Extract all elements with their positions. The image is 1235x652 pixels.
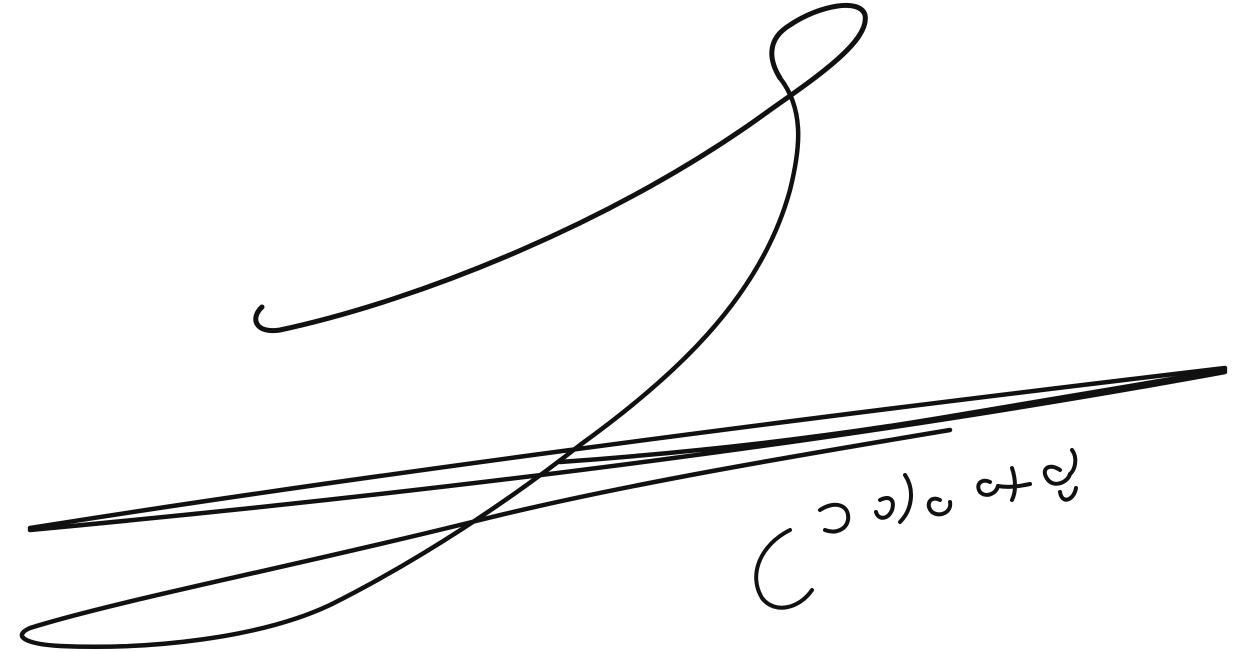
signature-flourish-sweep-upper <box>30 368 1225 528</box>
signature-flourish-upper <box>256 5 866 330</box>
signature-handwritten-name <box>756 450 1076 608</box>
signature-flourish-sweep-lower <box>30 370 1225 530</box>
signature-flourish-descender <box>22 78 950 647</box>
